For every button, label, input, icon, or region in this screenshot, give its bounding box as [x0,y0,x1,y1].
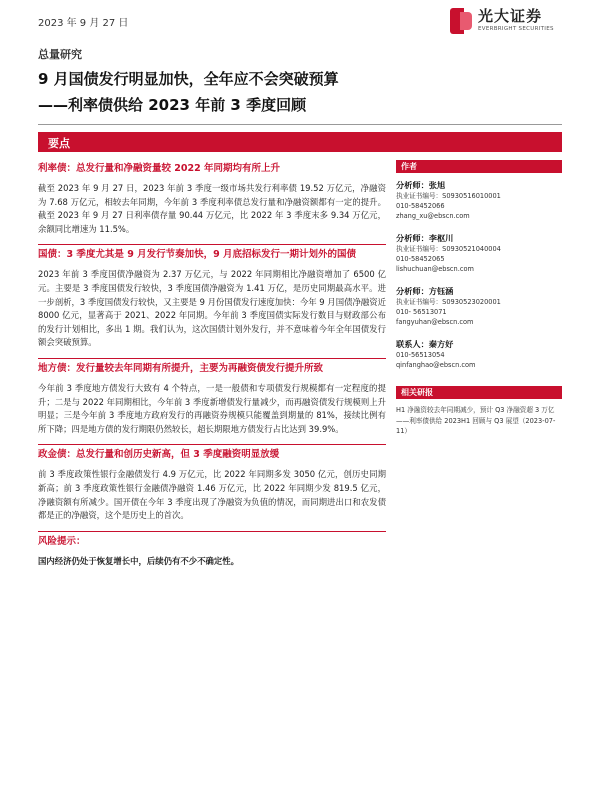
contact-phone: 010-56513054 [396,351,445,359]
contact-email[interactable]: qinfanghao@ebscn.com [396,361,476,369]
authors-label: 作者 [401,162,417,171]
analyst-phone: 010-58452065 [396,255,445,263]
main-content [38,162,386,568]
section-body: 今年前 3 季度地方债发行大致有 4 个特点，一是一般债和专项债发行规模都有一定程度的提升；二是与 2022 年同期相比，今年前 3 季度新增债发行量减少，而再融资债发行规模则上升明显；三是今年前 3 季度地方政府发行的再融资券规模只能覆盖到期量的 81%，接续比例有所下降；四是地方债的发行期限仍然较长，超长期限地方债发行占比达到 39.9%。 [38,382,386,434]
related-reports-bar [396,386,562,399]
title-divider [38,124,562,125]
logo-name-cn: 光大证券 [478,7,543,26]
section-body: 截至 2023 年 9 月 27 日，2023 年前 3 季度一级市场共发行利率债 19.52 万亿元，净融资为 7.68 万亿元，相较去年同期，今年前 3 季度利率债总发行量和净融资额都有一定的提升。截至 2023 年 9 月 27 日利率债存量 90.44 万亿元，比 2022 年 3 季度末多 9.34 万亿元，余额同比增速为 11.5%。 [38,183,386,234]
report-subtitle: ——利率债供给 2023 年前 3 季度回顾 [38,96,307,114]
key-points-bar [38,132,562,152]
analyst-card [396,232,562,274]
risk-heading: 风险提示： [38,531,386,549]
sidebar [396,160,562,437]
analyst-card [396,285,562,327]
analyst-email[interactable]: zhang_xu@ebscn.com [396,212,470,220]
report-category: 总量研究 [38,48,82,61]
section-body: 2023 年前 3 季度国债净融资为 2.37 万亿元，与 2022 年同期相比净融资增加了 6500 亿元。主要是 3 季度国债发行较快，3 季度国债净融资为 1.41 万亿，是历史同期最高水平。进一步剖析，3 季度国债发行较快，又主要是 9 月份国债发行速度加快：今年 9 月国债净融资近 8000 亿元，显著高于 2021、2022 年同期。今年前 3 季度国债实际发行数目与财政部公布的发行计划相比，多出 1 期。我们认为，这次国债计划外发行，并不意味着今年全年国债发行额会突破预算。 [38,269,386,348]
contact-card [396,338,562,370]
related-report-link[interactable]: H1 净融资较去年同期减少，预计 Q3 净融资超 3 万亿——利率债供给 2023H1 回顾与 Q3 展望（2023-07-11） [396,406,556,435]
analyst-license: 执业证书编号：S0930521040004 [396,245,501,253]
analyst-phone: 010- 56513071 [396,308,447,316]
section-heading: 地方债：发行量较去年同期有所提升，主要为再融资债发行提升所致 [38,358,386,376]
section-heading: 国债：3 季度尤其是 9 月发行节奏加快，9 月底招标发行一期计划外的国债 [38,244,386,262]
authors-bar [396,160,562,173]
report-date: 2023 年 9 月 27 日 [38,18,129,29]
section-heading: 利率债：总发行量和净融资量较 2022 年同期均有所上升 [38,163,281,174]
key-points-label: 要点 [48,137,70,150]
analyst-card [396,179,562,221]
analyst-email[interactable]: lishuchuan@ebscn.com [396,265,474,273]
contact-name: 联系人：秦方好 [396,339,454,349]
brand-logo [450,4,560,38]
risk-body: 国内经济仍处于恢复增长中，后续仍有不少不确定性。 [38,555,239,566]
analyst-license: 执业证书编号：S0930523020001 [396,298,501,306]
analyst-name: 分析师：李枢川 [396,233,454,243]
report-title: 9 月国债发行明显加快，全年应不会突破预算 [38,70,339,88]
logo-name-en: EVERBRIGHT SECURITIES [478,26,554,33]
analyst-license: 执业证书编号：S0930516010001 [396,192,501,200]
analyst-phone: 010-58452066 [396,202,445,210]
analyst-email[interactable]: fangyuhan@ebscn.com [396,318,474,326]
analyst-name: 分析师：张旭 [396,180,446,190]
logo-mark-icon [450,8,472,34]
related-reports-label: 相关研报 [401,388,433,397]
analyst-name: 分析师：方钰涵 [396,286,454,296]
section-body: 前 3 季度政策性银行金融债发行 4.9 万亿元，比 2022 年同期多发 3050 亿元，创历史同期新高；前 3 季度政策性银行金融债净融资 1.46 万亿元，比 2022 年同期少发 819.5 亿元，净融资额有所减少。国开债在今年 3 季度出现了净融资为负值的情况，而同期进出口和农发债都是正的净融资，这个是历史上的首次。 [38,469,386,521]
section-heading: 政金债：总发行量和创历史新高，但 3 季度融资明显放缓 [38,444,386,462]
